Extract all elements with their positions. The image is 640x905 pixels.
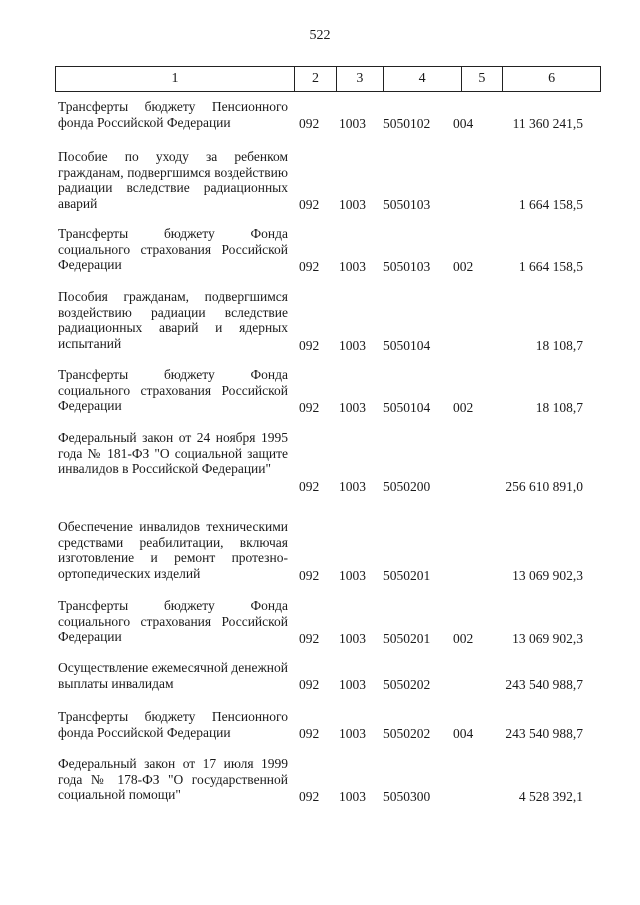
row-ministry-code: 092 [299,676,320,692]
row-amount: 4 528 392,1 [518,788,583,804]
row-target-code: 5050201 [383,630,431,646]
row-section-code: 1003 [339,337,366,353]
row-amount: 13 069 902,3 [512,630,583,646]
table-row [58,660,598,692]
row-target-code: 5050200 [383,478,431,494]
table-row [58,289,598,353]
table-row [58,519,598,583]
row-type-code: 004 [453,725,474,741]
row-amount: 1 664 158,5 [518,196,583,212]
row-section-code: 1003 [339,399,366,415]
row-amount: 243 540 988,7 [505,676,583,692]
row-amount: 18 108,7 [535,399,583,415]
row-ministry-code: 092 [299,196,320,212]
row-description: Пособия гражданам, подвергшимся воздействию радиации вследствие радиационных аварий и ядерных испытаний [58,289,288,351]
row-section-code: 1003 [339,788,366,804]
row-target-code: 5050300 [383,788,431,804]
row-ministry-code: 092 [299,567,320,583]
row-section-code: 1003 [339,115,366,131]
row-amount: 243 540 988,7 [505,725,583,741]
row-target-code: 5050103 [383,258,431,274]
row-ministry-code: 092 [299,399,320,415]
row-target-code: 5050202 [383,676,431,692]
row-description: Обеспечение инвалидов техническими средствами реабилитации, включая изготовление и ремонт протезно-ортопедических изделий [58,519,288,581]
row-ministry-code: 092 [299,115,320,131]
row-amount: 18 108,7 [535,337,583,353]
row-section-code: 1003 [339,676,366,692]
table-header [55,66,601,92]
row-amount: 13 069 902,3 [512,567,583,583]
row-section-code: 1003 [339,630,366,646]
row-type-code: 002 [453,399,474,415]
row-description: Федеральный закон от 17 июля 1999 года № 178-ФЗ "О государственной социальной помощи" [58,756,288,802]
row-target-code: 5050104 [383,399,431,415]
header-col-3: 3 [336,67,383,91]
table-row [58,149,598,212]
header-col-2: 2 [294,67,336,91]
row-description: Пособие по уходу за ребенком гражданам, подвергшимся воздействию радиации вследствие радиационных аварий [58,149,288,211]
table-row [58,709,598,741]
row-section-code: 1003 [339,567,366,583]
row-ministry-code: 092 [299,788,320,804]
row-description: Трансферты бюджету Фонда социального страхования Российской Федерации [58,598,288,644]
table-row [58,598,598,646]
row-description: Трансферты бюджету Пенсионного фонда Российской Федерации [58,99,288,130]
row-type-code: 002 [453,630,474,646]
row-section-code: 1003 [339,196,366,212]
row-ministry-code: 092 [299,258,320,274]
row-section-code: 1003 [339,478,366,494]
table-row [58,756,598,804]
row-amount: 1 664 158,5 [518,258,583,274]
table-row [58,226,598,274]
row-type-code: 002 [453,258,474,274]
row-target-code: 5050201 [383,567,431,583]
row-target-code: 5050202 [383,725,431,741]
table-row [58,430,598,494]
row-ministry-code: 092 [299,630,320,646]
row-description: Федеральный закон от 24 ноября 1995 года № 181-ФЗ "О социальной защите инвалидов в Российской Федерации" [58,430,288,476]
row-amount: 256 610 891,0 [505,478,583,494]
row-ministry-code: 092 [299,478,320,494]
table-row [58,367,598,415]
header-col-4: 4 [383,67,461,91]
header-col-6: 6 [502,67,600,91]
row-section-code: 1003 [339,725,366,741]
header-col-5: 5 [461,67,503,91]
row-target-code: 5050103 [383,196,431,212]
row-section-code: 1003 [339,258,366,274]
row-type-code: 004 [453,115,474,131]
row-ministry-code: 092 [299,725,320,741]
row-description: Трансферты бюджету Пенсионного фонда Российской Федерации [58,709,288,740]
page-number: 522 [309,28,331,43]
header-col-1: 1 [171,71,179,86]
row-description: Трансферты бюджету Фонда социального страхования Российской Федерации [58,226,288,272]
row-amount: 11 360 241,5 [512,115,583,131]
row-target-code: 5050102 [383,115,431,131]
row-description: Трансферты бюджету Фонда социального страхования Российской Федерации [58,367,288,413]
table-row [58,99,598,131]
row-target-code: 5050104 [383,337,431,353]
row-description: Осуществление ежемесячной денежной выплаты инвалидам [58,660,288,691]
row-ministry-code: 092 [299,337,320,353]
